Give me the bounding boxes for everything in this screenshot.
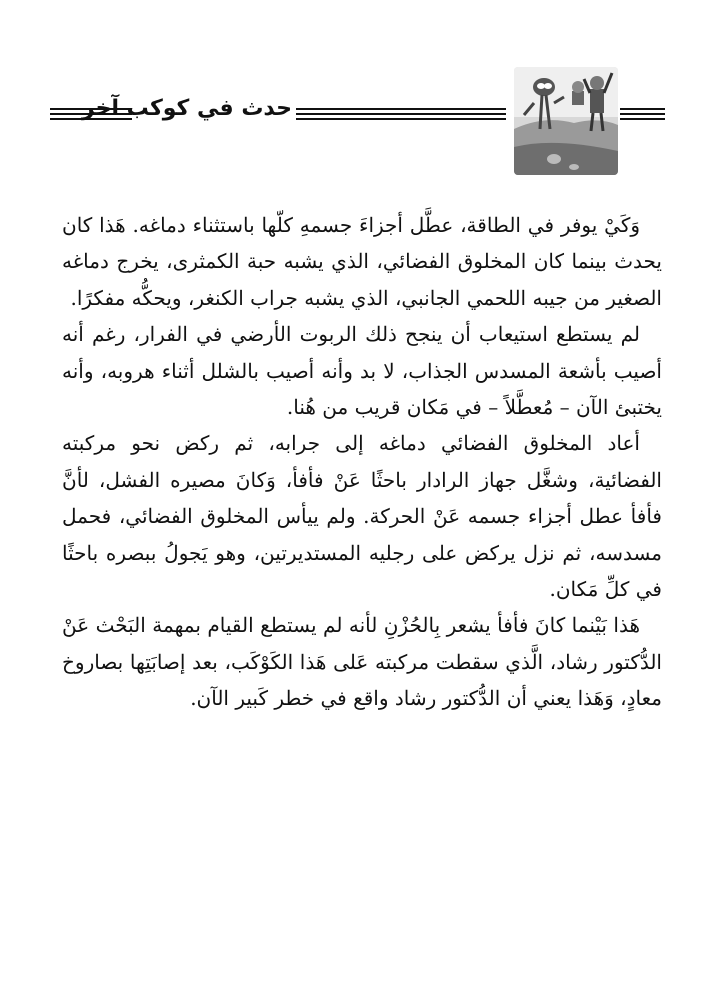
alien-characters-illustration-icon bbox=[514, 67, 618, 175]
story-paragraph: هَذا بَيْنما كانَ فأفأ يشعر بِالحُزْنِ لأنه لم يستطع القيام بمهمة البَحْث عَنْ الدُّكتور رشاد، الَّذي سقطت مركبته عَلى هَذا الكَوْكَب، بعد إصابَتِها بصاروخ معادٍ، وَهَذا يعني أن الدُّكتور رشاد واقع في خطر كَبير الآن. bbox=[62, 613, 662, 711]
decorative-rule-middle bbox=[296, 108, 506, 120]
story-paragraph: أعاد المخلوق الفضائي دماغه إلى جرابه، ثم ركض نحو مركبته الفضائية، وشغَّل جهاز الرادار باحثًا عَنْ فأفأ، وَكانَ مصيره الفشل، لأنَّ فأفأ عطل أجزاء جسمه عَنْ الحركة. ولم ييأس المخلوق الفضائي، فحمل مسدسه، ثم نزل يركض على رجليه المستديرتين، وهو يَجولُ ببصره باحثًا في كلِّ مَكان. bbox=[62, 431, 662, 602]
story-paragraph: وَكَيْ يوفر في الطاقة، عطَّل أجزاءَ جسمهِ كلّها باستثناء دماغه. هَذا كان يحدث بينما كان المخلوق الفضائي، الذي يشبه حبة الكمثرى، يخرج دماغه الصغير من جيبه اللحمي الجانبي، الذي يشبه جراب الكنغر، ويحكُّه مفكرًا. bbox=[62, 213, 662, 310]
page-header bbox=[0, 0, 720, 200]
story-text bbox=[62, 207, 662, 717]
story-paragraph: لم يستطع استيعاب أن ينجح ذلك الربوت الأرضي في الفرار، رغم أنه أصيب بأشعة المسدس الجذاب، لا بد وأنه أصيب بالشلل أثناء هروبه، وأنه يختبئ الآن – مُعطَّلاً – في مَكان قريب من هُنا. bbox=[62, 322, 662, 420]
chapter-title: حدث في كوكب آخر bbox=[81, 96, 292, 121]
decorative-rule-right bbox=[620, 108, 665, 120]
